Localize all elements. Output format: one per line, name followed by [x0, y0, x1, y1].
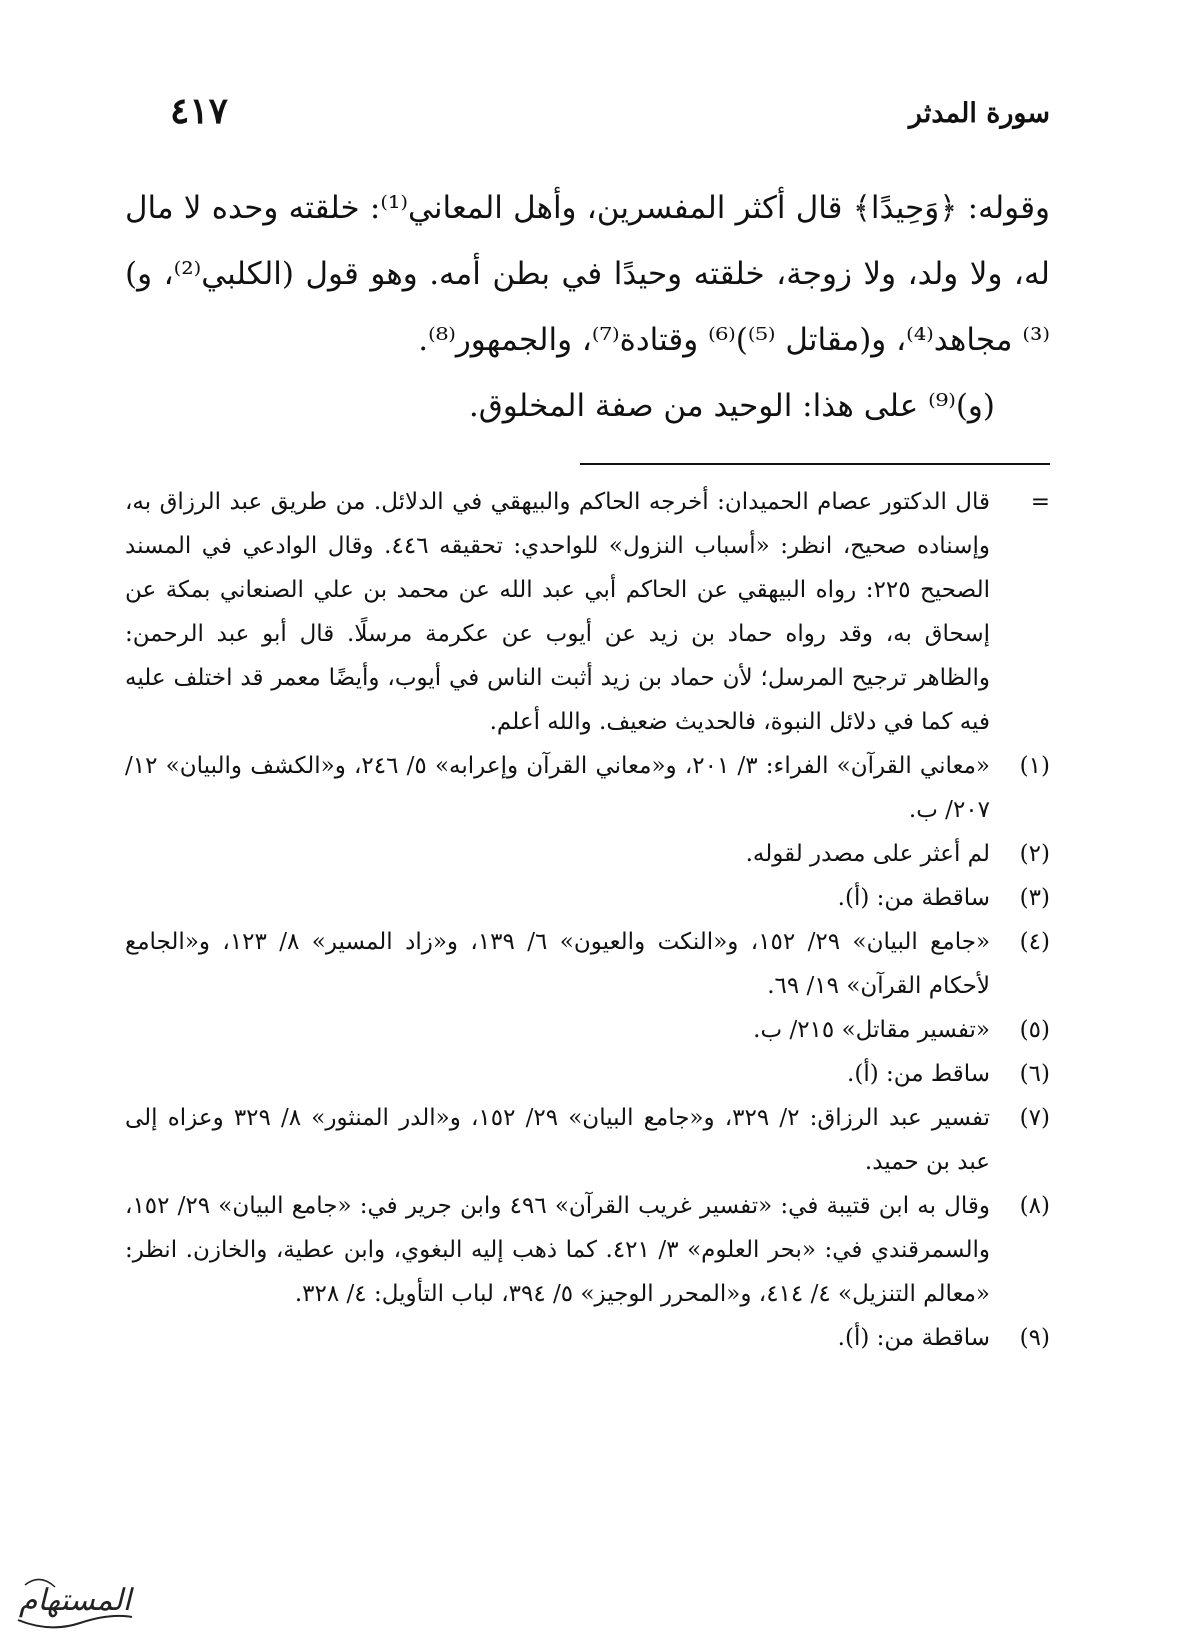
footnote-text: ساقط من: (أ). — [847, 1061, 990, 1087]
logo-text: المستهام — [18, 1583, 132, 1618]
footnote-3 — [125, 876, 1050, 920]
footnote-text: ساقطة من: (أ). — [837, 885, 990, 911]
footnote-text: «تفسير مقاتل» ٢١٥/ ب. — [753, 1017, 990, 1043]
page-header — [170, 90, 1050, 150]
footnote-number: (٨) — [1019, 1193, 1050, 1219]
footnote-4 — [125, 920, 1050, 1008]
footnote-6 — [125, 1052, 1050, 1096]
footnote-number: (١) — [1019, 753, 1050, 779]
footnote-text: تفسير عبد الرزاق: ٢/ ٣٢٩، و«جامع البيان» ٢٩/ ١٥٢، و«الدر المنثور» ٨/ ٣٢٩ وعزاه إلى عبد بن حميد. — [125, 1105, 991, 1175]
surah-title: سورة المدثر — [908, 98, 1050, 129]
footnote-9 — [125, 1316, 1050, 1360]
footnote-2 — [125, 832, 1050, 876]
footnote-marker: = — [1030, 489, 1050, 515]
footnote-text: «معاني القرآن» الفراء: ٣/ ٢٠١، و«معاني القرآن وإعرابه» ٥/ ٢٤٦، و«الكشف والبيان» ١٢/ ٢٠٧/ ب. — [125, 753, 990, 823]
footnote-number: (٩) — [1019, 1325, 1050, 1351]
footnote-text: ساقطة من: (أ). — [837, 1325, 990, 1351]
calligraphy-logo — [10, 1565, 140, 1640]
footnote-text: وقال به ابن قتيبة في: «تفسير غريب القرآن» ٤٩٦ وابن جرير في: «جامع البيان» ٢٩/ ١٥٢، والسمرقندي في: «بحر العلوم» ٣/ ٤٢١. كما ذهب إليه البغوي، وابن عطية، والخازن. انظر: «معالم التنزيل» ٤/ ٤١٤، و«المحرر الوجيز» ٥/ ٣٩٤، لباب التأويل: ٤/ ٣٢٨. — [125, 1193, 990, 1307]
footnote-1 — [125, 744, 1050, 832]
footnote-number: (٥) — [1019, 1017, 1050, 1043]
footnotes — [125, 480, 1050, 1360]
footnote-number: (٦) — [1019, 1061, 1050, 1087]
footnote-5 — [125, 1008, 1050, 1052]
main-paragraph: (و)⁽⁹⁾ على هذا: الوحيد من صفة المخلوق. — [468, 388, 995, 424]
footnote-7 — [125, 1096, 1050, 1184]
footnote-number: (٢) — [1019, 841, 1050, 867]
footnote-8 — [125, 1184, 1050, 1316]
footnote-number: (٤) — [1019, 929, 1050, 955]
footnote-text: «جامع البيان» ٢٩/ ١٥٢، و«النكت والعيون» ٦/ ١٣٩، و«زاد المسير» ٨/ ١٢٣، و«الجامع لأحكام القرآن» ١٩/ ٦٩. — [125, 929, 991, 999]
footnote-text: قال الدكتور عصام الحميدان: أخرجه الحاكم والبيهقي في الدلائل. من طريق عبد الرزاق به، وإسناده صحيح، انظر: «أسباب النزول» للواحدي: تحقيقه ٤٤٦. وقال الوادعي في المسند الصحيح ٢٢٥: رواه البيهقي عن الحاكم أبي عبد الله عن محمد بن علي الصنعاني بمكة عن إسحاق به، وقد رواه حماد بن زيد عن أيوب عن عكرمة مرسلًا. قال أبو عبد الرحمن: والظاهر ترجيح المرسل؛ لأن حماد بن زيد أثبت الناس في أيوب، وأيضًا معمر قد اختلف عليه فيه كما في دلائل النبوة، فالحديث ضعيف. والله أعلم. — [125, 489, 990, 735]
main-text — [125, 175, 1050, 439]
footnote-divider — [580, 463, 1050, 465]
main-paragraph: وقوله: ﴿وَحِيدًا﴾ قال أكثر المفسرين، وأهل المعاني⁽¹⁾: خلقته وحده لا مال له، ولا ولد، ولا زوجة، خلقته وحيدًا في بطن أمه. وهو قول (الكلبي⁽²⁾، و)⁽³⁾ مجاهد⁽⁴⁾، و(مقاتل ⁽⁵⁾)⁽⁶⁾ وقتادة⁽⁷⁾، والجمهور⁽⁸⁾. — [125, 190, 1051, 358]
page-number: ٤١٧ — [170, 90, 229, 132]
footnote-number: (٧) — [1019, 1105, 1050, 1131]
footnote-number: (٣) — [1019, 885, 1050, 911]
footnote-text: لم أعثر على مصدر لقوله. — [745, 841, 990, 867]
footnote-continuation — [125, 480, 1050, 744]
